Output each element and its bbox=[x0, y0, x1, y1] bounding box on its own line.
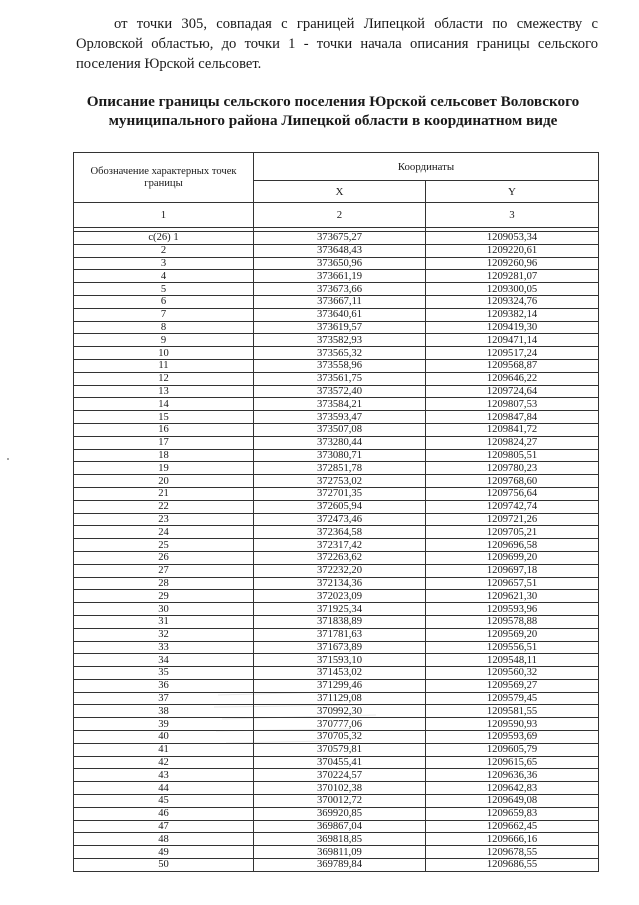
table-row bbox=[74, 551, 599, 564]
y-cell: 1209569,20 bbox=[426, 628, 599, 641]
point-cell: 36 bbox=[74, 679, 254, 692]
header-point-label: Обозначение характерных точек границы bbox=[74, 153, 254, 203]
y-cell: 1209220,61 bbox=[426, 244, 599, 257]
point-cell: 20 bbox=[74, 475, 254, 488]
y-cell: 1209548,11 bbox=[426, 654, 599, 667]
x-cell: 370705,32 bbox=[254, 731, 426, 744]
table-row bbox=[74, 359, 599, 372]
point-cell: 37 bbox=[74, 692, 254, 705]
column-number-1: 1 bbox=[74, 203, 254, 228]
margin-dot bbox=[7, 458, 9, 460]
table-row bbox=[74, 705, 599, 718]
table-row bbox=[74, 577, 599, 590]
y-cell: 1209841,72 bbox=[426, 423, 599, 436]
table-row bbox=[74, 692, 599, 705]
x-cell: 371129,08 bbox=[254, 692, 426, 705]
point-cell: 43 bbox=[74, 769, 254, 782]
y-cell: 1209419,30 bbox=[426, 321, 599, 334]
table-row bbox=[74, 372, 599, 385]
table-row bbox=[74, 487, 599, 500]
point-cell: 45 bbox=[74, 795, 254, 808]
x-cell: 372701,35 bbox=[254, 487, 426, 500]
x-cell: 371673,89 bbox=[254, 641, 426, 654]
point-cell: 17 bbox=[74, 436, 254, 449]
x-cell: 370224,57 bbox=[254, 769, 426, 782]
point-cell: 9 bbox=[74, 334, 254, 347]
table-row bbox=[74, 718, 599, 731]
table-row bbox=[74, 500, 599, 513]
x-cell: 373558,96 bbox=[254, 359, 426, 372]
point-cell: 16 bbox=[74, 423, 254, 436]
point-cell: 18 bbox=[74, 449, 254, 462]
point-cell: 49 bbox=[74, 846, 254, 859]
table-row bbox=[74, 667, 599, 680]
y-cell: 1209621,30 bbox=[426, 590, 599, 603]
x-cell: 373648,43 bbox=[254, 244, 426, 257]
y-cell: 1209805,51 bbox=[426, 449, 599, 462]
y-cell: 1209847,84 bbox=[426, 411, 599, 424]
x-cell: 372753,02 bbox=[254, 475, 426, 488]
point-cell: 24 bbox=[74, 526, 254, 539]
intro-paragraph bbox=[76, 14, 598, 74]
y-cell: 1209593,96 bbox=[426, 603, 599, 616]
table-row bbox=[74, 590, 599, 603]
y-cell: 1209705,21 bbox=[426, 526, 599, 539]
x-cell: 371781,63 bbox=[254, 628, 426, 641]
point-cell: 29 bbox=[74, 590, 254, 603]
x-cell: 369867,04 bbox=[254, 820, 426, 833]
point-cell: 38 bbox=[74, 705, 254, 718]
y-cell: 1209300,05 bbox=[426, 283, 599, 296]
heading-line-2: муниципального района Липецкой области в координатном виде bbox=[108, 112, 558, 129]
x-cell: 370455,41 bbox=[254, 756, 426, 769]
point-cell: 35 bbox=[74, 667, 254, 680]
y-cell: 1209605,79 bbox=[426, 743, 599, 756]
table-row bbox=[74, 257, 599, 270]
y-cell: 1209568,87 bbox=[426, 359, 599, 372]
point-cell: 10 bbox=[74, 347, 254, 360]
table-row bbox=[74, 244, 599, 257]
point-cell: 41 bbox=[74, 743, 254, 756]
y-cell: 1209053,34 bbox=[426, 232, 599, 245]
table-row bbox=[74, 283, 599, 296]
table-row bbox=[74, 513, 599, 526]
header-coordinates: Координаты bbox=[254, 153, 599, 181]
heading-line-1: Описание границы сельского поселения Юрской сельсовет Воловского bbox=[86, 93, 580, 110]
x-cell: 371593,10 bbox=[254, 654, 426, 667]
point-cell: 22 bbox=[74, 500, 254, 513]
table-row bbox=[74, 628, 599, 641]
y-cell: 1209721,26 bbox=[426, 513, 599, 526]
point-cell: 7 bbox=[74, 308, 254, 321]
table-row bbox=[74, 411, 599, 424]
y-cell: 1209642,83 bbox=[426, 782, 599, 795]
x-cell: 369789,84 bbox=[254, 859, 426, 872]
x-cell: 373584,21 bbox=[254, 398, 426, 411]
table-row bbox=[74, 769, 599, 782]
table-row bbox=[74, 564, 599, 577]
table-row bbox=[74, 398, 599, 411]
x-cell: 373280,44 bbox=[254, 436, 426, 449]
point-cell: 40 bbox=[74, 731, 254, 744]
y-cell: 1209696,58 bbox=[426, 539, 599, 552]
point-cell: 46 bbox=[74, 807, 254, 820]
point-cell: 50 bbox=[74, 859, 254, 872]
y-cell: 1209590,93 bbox=[426, 718, 599, 731]
header-x: X bbox=[254, 181, 426, 203]
y-cell: 1209756,64 bbox=[426, 487, 599, 500]
point-cell: 47 bbox=[74, 820, 254, 833]
point-cell: 31 bbox=[74, 615, 254, 628]
coordinates-table bbox=[73, 152, 599, 872]
table-row bbox=[74, 846, 599, 859]
table-row bbox=[74, 807, 599, 820]
point-cell: 13 bbox=[74, 385, 254, 398]
coordinates-table-body bbox=[74, 153, 599, 872]
column-number-3: 3 bbox=[426, 203, 599, 228]
table-row bbox=[74, 743, 599, 756]
x-cell: 373675,27 bbox=[254, 232, 426, 245]
x-cell: 370012,72 bbox=[254, 795, 426, 808]
x-cell: 373582,93 bbox=[254, 334, 426, 347]
y-cell: 1209556,51 bbox=[426, 641, 599, 654]
x-cell: 373673,66 bbox=[254, 283, 426, 296]
x-cell: 373619,57 bbox=[254, 321, 426, 334]
point-cell: 14 bbox=[74, 398, 254, 411]
y-cell: 1209678,55 bbox=[426, 846, 599, 859]
y-cell: 1209666,16 bbox=[426, 833, 599, 846]
x-cell: 372364,58 bbox=[254, 526, 426, 539]
y-cell: 1209636,36 bbox=[426, 769, 599, 782]
x-cell: 373572,40 bbox=[254, 385, 426, 398]
x-cell: 372605,94 bbox=[254, 500, 426, 513]
table-row bbox=[74, 603, 599, 616]
x-cell: 371838,89 bbox=[254, 615, 426, 628]
point-cell: 23 bbox=[74, 513, 254, 526]
column-number-2: 2 bbox=[254, 203, 426, 228]
y-cell: 1209560,32 bbox=[426, 667, 599, 680]
point-cell: 25 bbox=[74, 539, 254, 552]
point-cell: 15 bbox=[74, 411, 254, 424]
y-cell: 1209578,88 bbox=[426, 615, 599, 628]
point-cell: 11 bbox=[74, 359, 254, 372]
header-y: Y bbox=[426, 181, 599, 203]
y-cell: 1209697,18 bbox=[426, 564, 599, 577]
point-cell: 34 bbox=[74, 654, 254, 667]
point-cell: 21 bbox=[74, 487, 254, 500]
point-cell: 3 bbox=[74, 257, 254, 270]
y-cell: 1209780,23 bbox=[426, 462, 599, 475]
table-row bbox=[74, 436, 599, 449]
y-cell: 1209382,14 bbox=[426, 308, 599, 321]
point-cell: 27 bbox=[74, 564, 254, 577]
table-row bbox=[74, 782, 599, 795]
table-row bbox=[74, 270, 599, 283]
y-cell: 1209724,64 bbox=[426, 385, 599, 398]
x-cell: 373565,32 bbox=[254, 347, 426, 360]
point-cell: 6 bbox=[74, 295, 254, 308]
x-cell: 372473,46 bbox=[254, 513, 426, 526]
x-cell: 373667,11 bbox=[254, 295, 426, 308]
table-row bbox=[74, 295, 599, 308]
point-cell: с(26) 1 bbox=[74, 232, 254, 245]
x-cell: 370777,06 bbox=[254, 718, 426, 731]
table-row bbox=[74, 679, 599, 692]
table-row bbox=[74, 308, 599, 321]
y-cell: 1209593,69 bbox=[426, 731, 599, 744]
x-cell: 373561,75 bbox=[254, 372, 426, 385]
table-row bbox=[74, 731, 599, 744]
table-row bbox=[74, 347, 599, 360]
table-row bbox=[74, 334, 599, 347]
y-cell: 1209742,74 bbox=[426, 500, 599, 513]
y-cell: 1209569,27 bbox=[426, 679, 599, 692]
table-row bbox=[74, 423, 599, 436]
y-cell: 1209471,14 bbox=[426, 334, 599, 347]
y-cell: 1209517,24 bbox=[426, 347, 599, 360]
y-cell: 1209699,20 bbox=[426, 551, 599, 564]
point-cell: 33 bbox=[74, 641, 254, 654]
y-cell: 1209807,53 bbox=[426, 398, 599, 411]
x-cell: 373507,08 bbox=[254, 423, 426, 436]
point-cell: 48 bbox=[74, 833, 254, 846]
point-cell: 8 bbox=[74, 321, 254, 334]
table-row bbox=[74, 820, 599, 833]
table-row bbox=[74, 795, 599, 808]
y-cell: 1209615,65 bbox=[426, 756, 599, 769]
x-cell: 371925,34 bbox=[254, 603, 426, 616]
point-cell: 39 bbox=[74, 718, 254, 731]
point-cell: 12 bbox=[74, 372, 254, 385]
y-cell: 1209657,51 bbox=[426, 577, 599, 590]
x-cell: 372023,09 bbox=[254, 590, 426, 603]
table-row bbox=[74, 641, 599, 654]
x-cell: 372851,78 bbox=[254, 462, 426, 475]
x-cell: 373080,71 bbox=[254, 449, 426, 462]
point-cell: 28 bbox=[74, 577, 254, 590]
y-cell: 1209260,96 bbox=[426, 257, 599, 270]
table-row bbox=[74, 756, 599, 769]
point-cell: 5 bbox=[74, 283, 254, 296]
x-cell: 370992,30 bbox=[254, 705, 426, 718]
table-row bbox=[74, 833, 599, 846]
point-cell: 26 bbox=[74, 551, 254, 564]
point-cell: 19 bbox=[74, 462, 254, 475]
x-cell: 369811,09 bbox=[254, 846, 426, 859]
y-cell: 1209649,08 bbox=[426, 795, 599, 808]
point-cell: 44 bbox=[74, 782, 254, 795]
table-row bbox=[74, 475, 599, 488]
table-row bbox=[74, 539, 599, 552]
x-cell: 373640,61 bbox=[254, 308, 426, 321]
document-heading bbox=[60, 92, 606, 130]
point-cell: 32 bbox=[74, 628, 254, 641]
x-cell: 370102,38 bbox=[254, 782, 426, 795]
point-cell: 2 bbox=[74, 244, 254, 257]
point-cell: 4 bbox=[74, 270, 254, 283]
x-cell: 372263,62 bbox=[254, 551, 426, 564]
table-row bbox=[74, 232, 599, 245]
intro-text: от точки 305, совпадая с границей Липецкой области по смежеству с Орловской областью, до точки 1 - точки начала описания границы сельского поселения Юрской сельсовет. bbox=[76, 16, 598, 72]
table-row bbox=[74, 385, 599, 398]
x-cell: 372134,36 bbox=[254, 577, 426, 590]
point-cell: 42 bbox=[74, 756, 254, 769]
y-cell: 1209659,83 bbox=[426, 807, 599, 820]
y-cell: 1209662,45 bbox=[426, 820, 599, 833]
table-row bbox=[74, 859, 599, 872]
x-cell: 370579,81 bbox=[254, 743, 426, 756]
y-cell: 1209579,45 bbox=[426, 692, 599, 705]
point-cell: 30 bbox=[74, 603, 254, 616]
table-header-row-1 bbox=[74, 153, 599, 181]
y-cell: 1209824,27 bbox=[426, 436, 599, 449]
table-row bbox=[74, 321, 599, 334]
table-number-row bbox=[74, 203, 599, 228]
y-cell: 1209646,22 bbox=[426, 372, 599, 385]
x-cell: 372317,42 bbox=[254, 539, 426, 552]
y-cell: 1209768,60 bbox=[426, 475, 599, 488]
x-cell: 371453,02 bbox=[254, 667, 426, 680]
y-cell: 1209324,76 bbox=[426, 295, 599, 308]
x-cell: 373661,19 bbox=[254, 270, 426, 283]
y-cell: 1209686,55 bbox=[426, 859, 599, 872]
table-row bbox=[74, 654, 599, 667]
table-row bbox=[74, 615, 599, 628]
table-row bbox=[74, 449, 599, 462]
x-cell: 372232,20 bbox=[254, 564, 426, 577]
x-cell: 373593,47 bbox=[254, 411, 426, 424]
y-cell: 1209281,07 bbox=[426, 270, 599, 283]
x-cell: 369818,85 bbox=[254, 833, 426, 846]
table-row bbox=[74, 526, 599, 539]
x-cell: 369920,85 bbox=[254, 807, 426, 820]
table-row bbox=[74, 462, 599, 475]
y-cell: 1209581,55 bbox=[426, 705, 599, 718]
x-cell: 371299,46 bbox=[254, 679, 426, 692]
x-cell: 373650,96 bbox=[254, 257, 426, 270]
